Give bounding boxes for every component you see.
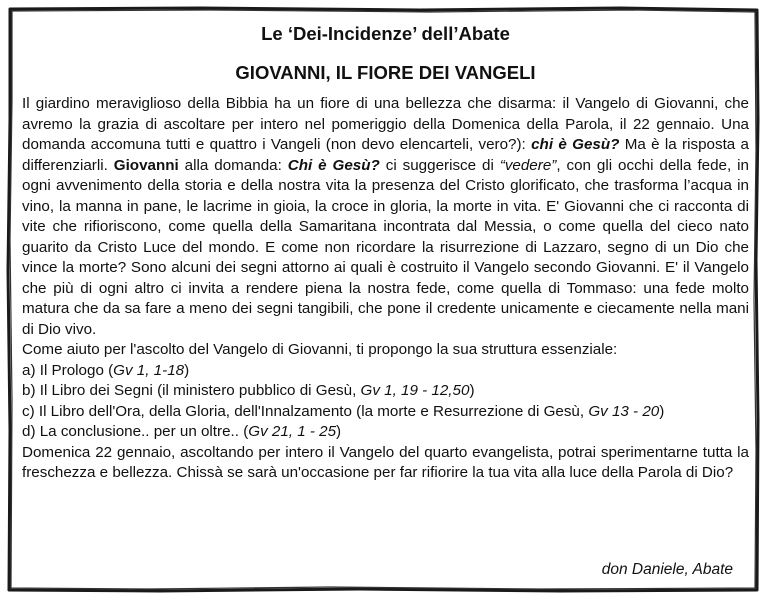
- structure-item: [22, 361, 749, 382]
- structure-item: [22, 422, 749, 443]
- name-emphasis: Giovanni: [113, 156, 179, 174]
- item-reference: Gv 1, 19 - 12,50: [360, 382, 470, 399]
- main-paragraph: [22, 94, 749, 340]
- paragraph-text: ci suggerisce di: [379, 156, 500, 174]
- paragraph-text: Il giardino meraviglioso della Bibbia ha un fiore di una bellezza che disarma: il Vangelo di Giovanni, che avremo la grazia di ascoltare per intero nel pomeriggio della Domenica della Parola, il 22 gennaio. Una domanda accomuna tutti e quattro i Vangeli (non devo elencarteli, vero?):: [22, 95, 749, 153]
- question-emphasis: Chi è Gesù?: [287, 156, 380, 174]
- item-reference: Gv 1, 1-18: [113, 361, 185, 379]
- signature: don Daniele, Abate: [601, 561, 733, 578]
- question-emphasis: chi è Gesù?: [531, 136, 620, 153]
- item-end: ): [659, 402, 665, 420]
- item-reference: Gv 13 - 20: [588, 402, 660, 420]
- structure-item: [22, 381, 749, 402]
- document-title: Le ‘Dei-Incidenze’ dell’Abate: [261, 23, 510, 44]
- item-end: ): [184, 361, 190, 379]
- structure-item: [22, 402, 749, 423]
- vedere-emphasis: “vedere”: [499, 156, 557, 174]
- item-end: ): [469, 382, 475, 399]
- document-subtitle: GIOVANNI, IL FIORE DEI VANGELI: [235, 62, 536, 83]
- paragraph-text: alla domanda:: [178, 156, 288, 174]
- paragraph-text: Ma è la risposta a differenziarli.: [22, 136, 750, 174]
- item-text: a) Il Prologo (: [22, 361, 114, 379]
- item-end: ): [336, 423, 342, 440]
- document-body: [22, 94, 749, 484]
- item-text: b) Il Libro dei Segni (il ministero pubblico di Gesù,: [22, 382, 361, 399]
- item-reference: Gv 21, 1 - 25: [248, 423, 337, 440]
- paragraph-text: , con gli occhi della fede, in ogni avvenimento della storia e della nostra vita la presenza del Cristo glorificato, che trasforma l’acqua in vino, la manna in pane, le lacrime in gioia, la croce in gloria, la morte in vita. E' Giovanni che ci racconta di vite che rifioriscono, come quella della Samaritana incontrata dal Messia, o come quella del cieco nato guarito da Cristo Luce del mondo. E come non ricordare la risurrezione di Lazzaro, segno di un Dio che vince la morte? Sono alcuni dei segni attorno ai quali è costruito il Vangelo secondo Giovanni. E' il Vangelo che più di ogni altro ci invita a rendere piena la nostra fede, come quella di Tommaso: una fede molto matura che da sa fare a meno dei segni tangibili, che pone il credente unicamente e ciecamente nella mani di Dio vivo.: [22, 156, 749, 338]
- structure-intro: Come aiuto per l'ascolto del Vangelo di Giovanni, ti propongo la sua struttura essenziale:: [22, 341, 618, 358]
- document-content: [22, 20, 749, 484]
- item-text: d) La conclusione.. per un oltre.. (: [22, 423, 249, 440]
- item-text: c) Il Libro dell'Ora, della Gloria, dell'Innalzamento (la morte e Resurrezione di Gesù,: [22, 402, 589, 420]
- closing-paragraph: Domenica 22 gennaio, ascoltando per intero il Vangelo del quarto evangelista, potrai sperimentarne tutta la freschezza e bellezza. Chissà se sarà un'occasione per far rifiorire la tua vita alla luce della Parola di Dio?: [22, 443, 749, 481]
